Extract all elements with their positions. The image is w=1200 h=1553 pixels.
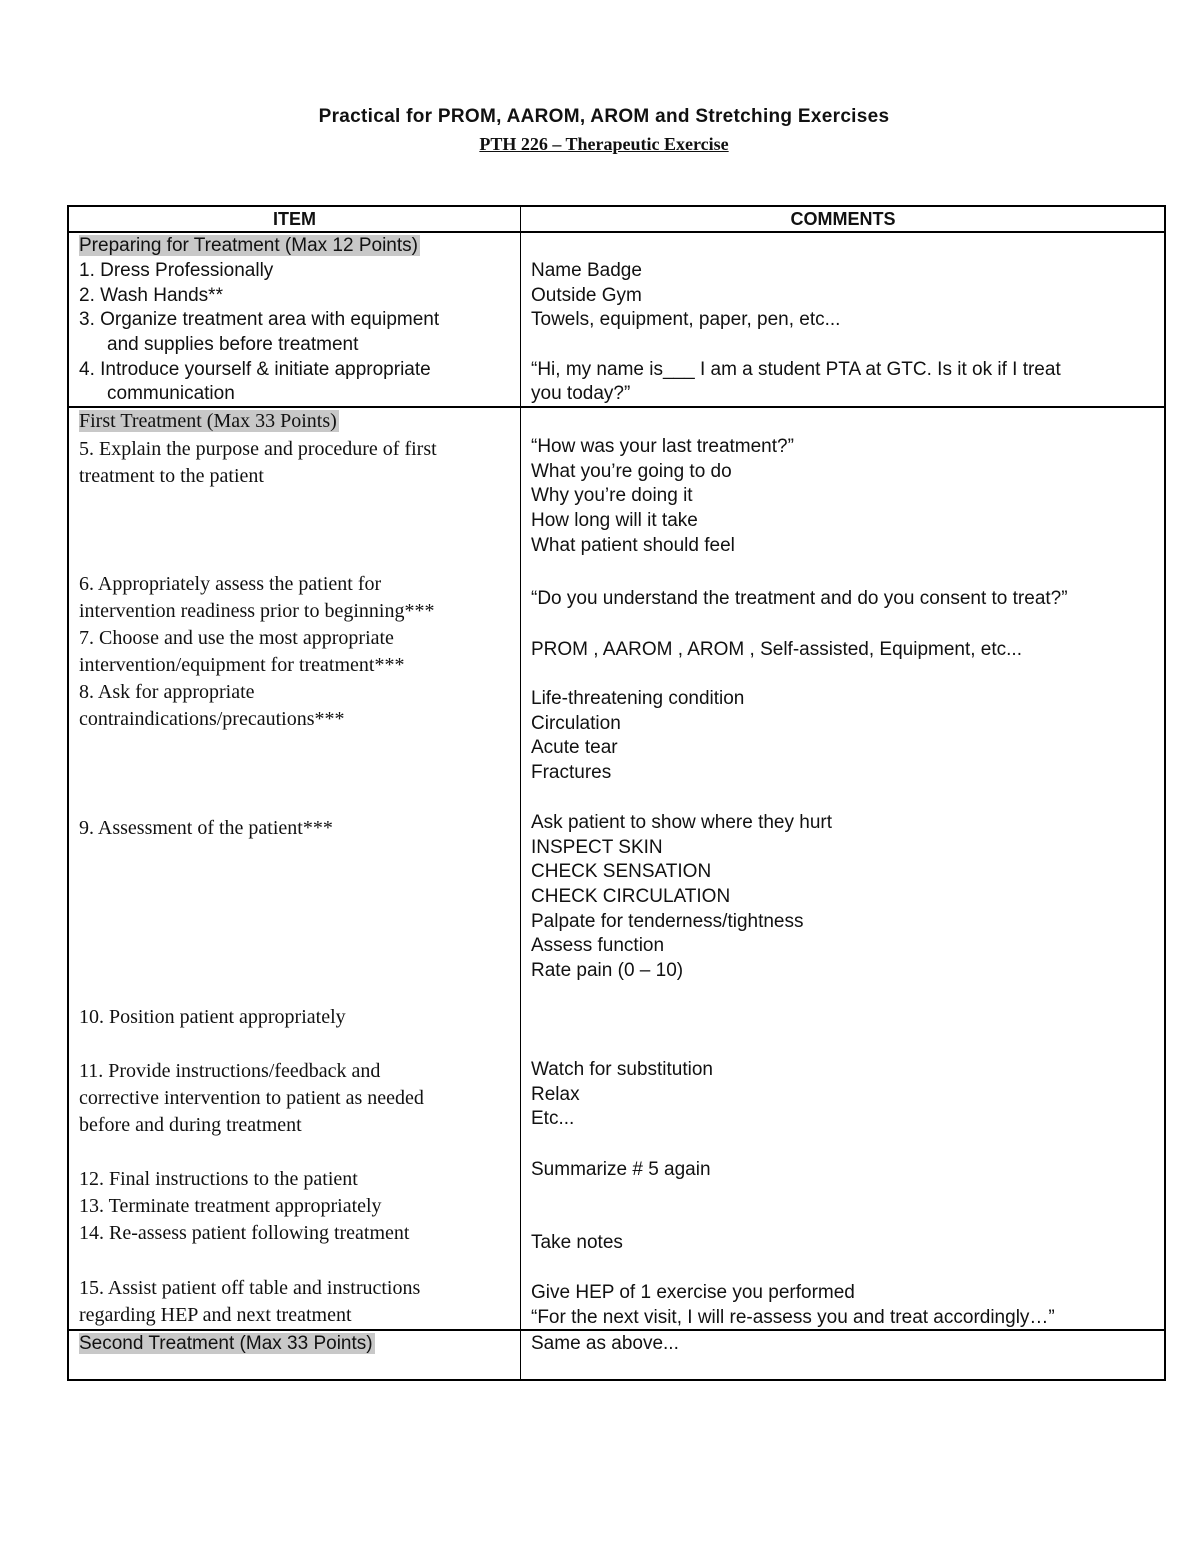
preparing-comments [531,259,1061,407]
item-11-cont: corrective intervention to patient as needed [79,1087,424,1109]
comment-line: What patient should feel [531,534,735,556]
comment-line: Etc... [531,1108,575,1130]
item-15: 15. Assist patient off table and instructions [79,1277,421,1299]
header-row-divider [69,231,1164,233]
comment-line: Acute tear [531,737,618,759]
evaluation-table [67,205,1166,1381]
comment-line: you today?” [531,383,631,405]
section-heading-preparing: Preparing for Treatment (Max 12 Points) [79,235,418,256]
comment-item-12: Summarize # 5 again [531,1159,711,1180]
comments-item-11 [531,1058,713,1132]
comment-line: How long will it take [531,510,698,532]
comment-item-14: Take notes [531,1232,623,1253]
section-heading-second-treatment: Second Treatment (Max 33 Points) [79,1333,373,1354]
list-item: 4. Introduce yourself & initiate appropriate [79,358,431,380]
comment-line: Give HEP of 1 exercise you performed [531,1282,855,1303]
item-13: 13. Terminate treatment appropriately [79,1195,382,1217]
item-7-cont: intervention/equipment for treatment*** [79,654,405,676]
comment-line: Life-threatening condition [531,688,745,709]
item-12: 12. Final instructions to the patient [79,1168,358,1190]
comments-item-5 [531,435,794,558]
item-9: 9. Assessment of the patient*** [79,817,333,839]
comment-line: Fractures [531,762,612,784]
item-5-cont: treatment to the patient [79,465,264,487]
comment-item-7: PROM , AAROM , AROM , Self-assisted, Equipment, etc... [531,639,1022,660]
list-item: 1. Dress Professionally [79,260,274,281]
list-item: communication [107,383,235,405]
item-11: 11. Provide instructions/feedback and [79,1060,381,1082]
column-header-comments: COMMENTS [790,209,896,229]
item-14: 14. Re-assess patient following treatment [79,1222,410,1244]
comment-line: Ask patient to show where they hurt [531,812,832,833]
comment-line: Why you’re doing it [531,485,693,507]
item-8-cont: contraindications/precautions*** [79,708,345,730]
comment-second-treatment: Same as above... [531,1333,679,1354]
comment-line: Watch for substitution [531,1059,713,1080]
comment-line: “Hi, my name is___ I am a student PTA at GTC. Is it ok if I treat [531,358,1061,380]
item-11-cont: before and during treatment [79,1114,302,1136]
column-divider [520,207,521,1379]
comment-line: Circulation [531,712,621,734]
item-6-cont: intervention readiness prior to beginning*** [79,600,435,622]
comment-line: “How was your last treatment?” [531,436,794,457]
comment-line: INSPECT SKIN [531,836,663,858]
comment-line: Rate pain (0 – 10) [531,960,684,982]
comment-line: “For the next visit, I will re-assess you and treat accordingly…” [531,1306,1055,1328]
comment-line: Assess function [531,935,665,957]
item-10: 10. Position patient appropriately [79,1006,346,1028]
item-5: 5. Explain the purpose and procedure of first [79,438,437,460]
comment-line: Towels, equipment, paper, pen, etc... [531,309,841,331]
comment-item-6: “Do you understand the treatment and do you consent to treat?” [531,588,1068,609]
item-6: 6. Appropriately assess the patient for [79,573,382,595]
list-item: 2. Wash Hands** [79,284,223,306]
preparing-items [79,259,439,407]
comment-line: Palpate for tenderness/tightness [531,910,804,932]
item-7: 7. Choose and use the most appropriate [79,627,394,649]
comment-line: Name Badge [531,260,642,281]
comment-line: What you’re going to do [531,460,732,482]
document-title: Practical for PROM, AAROM, AROM and Stretching Exercises [318,106,890,127]
column-header-item: ITEM [273,209,316,229]
comments-item-15 [531,1281,1055,1330]
item-8: 8. Ask for appropriate [79,681,255,703]
comment-line: Outside Gym [531,284,642,306]
comment-line: Relax [531,1083,580,1105]
comment-line: CHECK CIRCULATION [531,886,731,908]
comments-item-8 [531,687,744,786]
comment-line: CHECK SENSATION [531,861,712,883]
item-15-cont: regarding HEP and next treatment [79,1304,352,1326]
course-subtitle: PTH 226 – Therapeutic Exercise [479,134,729,154]
list-item: and supplies before treatment [107,334,359,356]
list-item: 3. Organize treatment area with equipment [79,309,440,331]
comments-item-9 [531,811,832,984]
section-heading-first-treatment: First Treatment (Max 33 Points) [79,410,337,432]
